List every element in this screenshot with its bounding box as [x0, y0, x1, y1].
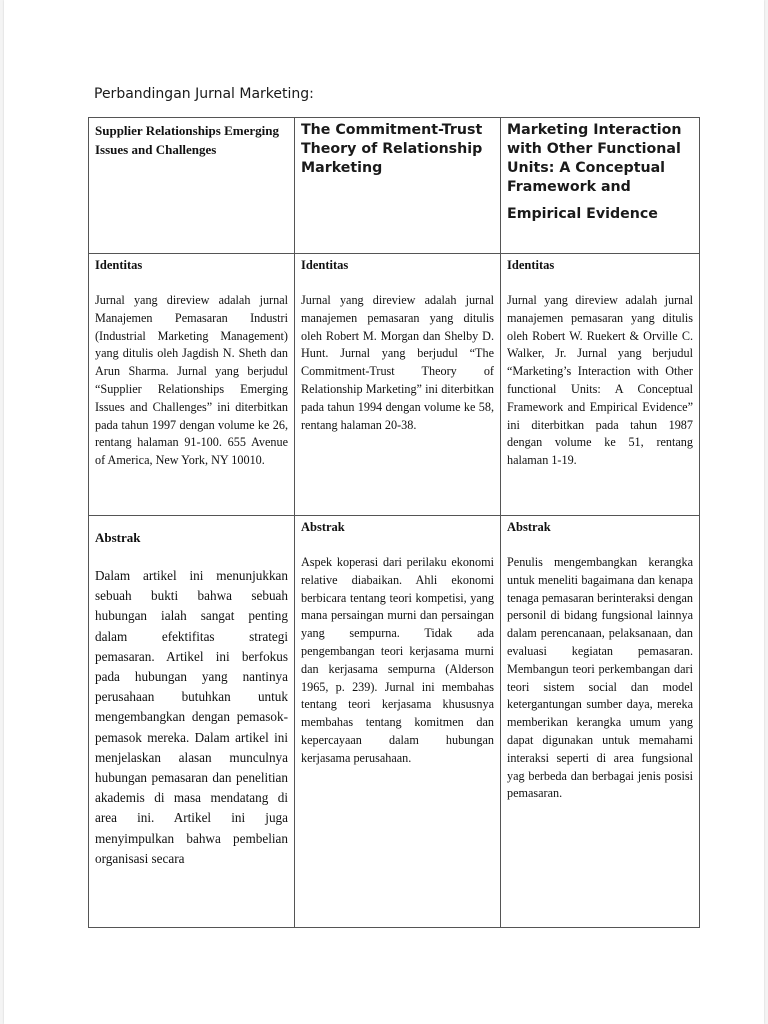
abstrak-label-1: Abstrak: [95, 530, 141, 545]
table-row-abstrak: [89, 516, 700, 928]
identitas-label-1: Identitas: [95, 258, 143, 272]
journal-title-1: Supplier Relationships Emerging Issues and Challenges: [95, 123, 279, 157]
header-cell-1: [89, 118, 295, 254]
journal-title-3-last-line: Empirical Evidence: [507, 206, 658, 222]
identitas-label-3: Identitas: [507, 258, 555, 272]
abstrak-text-2: Aspek koperasi dari perilaku ekonomi relative diabaikan. Ahli ekonomi berbicara tentang teori kompetisi, yang mana persaingan murni dan persaingan yang sempurna. Tidak ada pengembangan teori kerjasama murni dan kerjasama sempurna (Alderson 1965, p. 239). Jurnal ini membahas tentang teori kerjasama khususnya membahas tentang komitmen dan kepercayaan dalam hubungan kerjasama perusahaan.: [301, 555, 494, 765]
abstrak-text-1: Dalam artikel ini menunjukkan sebuah bukti bahwa sebuah hubungan ialah sangat penting dalam efektifitas strategi pemasaran. Artikel ini berfokus pada hubungan yang nantinya perusahaan butuhkan untuk mengembangkan dengan pemasok-pemasok mereka. Dalam artikel ini menjelaskan alasan munculnya hubungan pemasaran dan penelitian akademis di masa mendatang di area ini. Artikel ini juga menyimpulkan bahwa pembelian organisasi secara: [95, 568, 288, 866]
journal-title-2: The Commitment-Trust Theory of Relationship Marketing: [301, 122, 483, 176]
comparison-table: [88, 117, 700, 928]
identitas-label-2: Identitas: [301, 258, 349, 272]
identitas-cell-1: [89, 254, 295, 516]
abstrak-cell-3: [501, 516, 700, 928]
abstrak-text-3: Penulis mengembangkan kerangka untuk meneliti bagaimana dan kenapa tenaga pemasaran berinteraksi dengan personil di bidang fungsional lainnya dalam perencanaan, pelaksanaan, dan evaluasi kegiatan pemasaran. Membangun teori perkembangan dari teori sistem social dan model ketergantungan sumber daya, mereka memberikan kerangka umum yang dapat digunakan untuk memahami interaksi seperti di area fungsional yag berbeda dan berbagai jenis posisi pemasaran.: [507, 555, 693, 801]
table-row-headers: [89, 118, 700, 254]
document-page: [4, 0, 764, 1024]
identitas-text-3: Jurnal yang direview adalah jurnal manajemen pemasaran yang ditulis oleh Robert W. Ruekert & Orville C. Walker, Jr. Jurnal yang berjudul “Marketing’s Interaction with Other functional Units: A Conceptual Framework and Empirical Evidence” ini diterbitkan pada tahun 1987 dengan volume ke 51, rentang halaman 1-19.: [507, 293, 693, 468]
identitas-text-2: Jurnal yang direview adalah jurnal manajemen pemasaran yang ditulis oleh Robert M. Morgan dan Shelby D. Hunt. Jurnal yang berjudul “The Commitment-Trust Theory of Relationship Marketing” ini diterbitkan pada tahun 1994 dengan volume ke 58, rentang halaman 20-38.: [301, 293, 494, 432]
table-row-identitas: [89, 254, 700, 516]
identitas-text-1: Jurnal yang direview adalah jurnal Manajemen Pemasaran Industri (Industrial Marketing Management) yang ditulis oleh Jagdish N. Sheth dan Arun Sharma. Jurnal yang berjudul “Supplier Relationships Emerging Issues and Challenges” ini diterbitkan pada tahun 1997 dengan volume ke 26, rentang halaman 91-100. 655 Avenue of America, New York, NY 10010.: [95, 293, 288, 468]
journal-title-3: [507, 121, 693, 224]
document-title: Perbandingan Jurnal Marketing:: [94, 86, 314, 102]
journal-title-3-main: Marketing Interaction with Other Functional Units: A Conceptual Framework and: [507, 122, 682, 195]
abstrak-label-3: Abstrak: [507, 520, 551, 534]
header-cell-2: [295, 118, 501, 254]
abstrak-cell-2: [295, 516, 501, 928]
header-cell-3: [501, 118, 700, 254]
abstrak-cell-1: [89, 516, 295, 928]
abstrak-label-2: Abstrak: [301, 520, 345, 534]
identitas-cell-3: [501, 254, 700, 516]
identitas-cell-2: [295, 254, 501, 516]
